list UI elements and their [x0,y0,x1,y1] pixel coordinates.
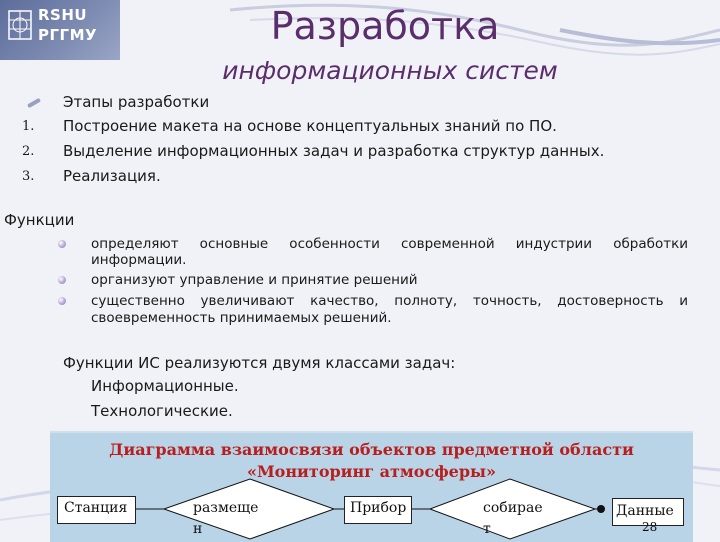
function-item-cont: своевременность принимаемых решений. [91,310,392,326]
stages-heading: Этапы разработки [63,93,210,111]
logo-text-latin: RSHU [38,6,88,24]
functions-heading: Функции [4,211,75,229]
relation-placed-label: размеще [193,500,259,516]
classes-intro: Функции ИС реализуются двумя классами задач: [63,354,456,372]
list-number: 1. [22,119,35,134]
page-number: 28 [642,520,658,534]
list-number: 3. [22,169,35,184]
function-item-cont: информации. [91,252,187,268]
list-number: 2. [22,144,35,159]
function-item: определяют основные особенности современной индустрии обработки [91,236,688,252]
entity-device-label: Прибор [350,500,407,516]
relation-collects-label-cont: т [483,521,491,537]
slide-title: Разработка [270,4,500,48]
function-item: организуют управление и принятие решений [91,272,418,288]
diagram-subtitle: «Мониторинг атмосферы» [246,462,497,481]
entity-station-label: Станция [64,500,128,516]
class-item: Технологические. [91,402,233,420]
stage-item: Выделение информационных задач и разработка структур данных. [63,142,605,160]
entity-data-label: Данные [616,503,674,519]
function-item: существенно увеличивают качество, полноту, точность, достоверность и [91,293,688,309]
logo-text-cyrillic: РГГМУ [38,26,98,44]
relation-placed-label-cont: н [193,521,203,537]
relation-collects-label: собирае [483,500,543,516]
slide-subtitle: информационных систем [222,56,558,85]
stage-item: Построение макета на основе концептуальных знаний по ПО. [63,117,557,135]
stage-item: Реализация. [63,167,161,185]
class-item: Информационные. [91,377,239,395]
diagram-title: Диаграмма взаимосвязи объектов предметной области [109,440,634,459]
